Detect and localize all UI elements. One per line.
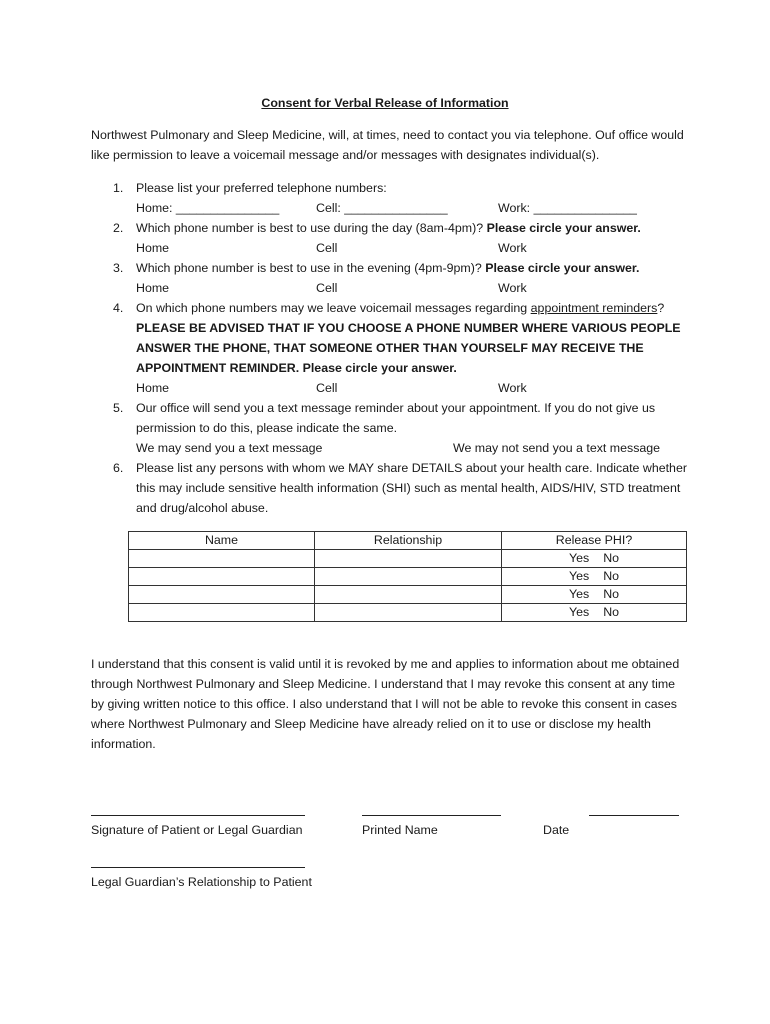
choice-home[interactable]: Home <box>136 281 170 295</box>
question-number: 5. <box>113 401 124 415</box>
name-cell[interactable] <box>129 568 315 586</box>
release-cell <box>502 568 687 586</box>
release-cell <box>502 586 687 604</box>
phone-choices <box>136 238 691 258</box>
relationship-cell[interactable] <box>315 550 502 568</box>
release-cell <box>502 550 687 568</box>
choice-home[interactable]: Home <box>136 241 170 255</box>
table-row <box>129 586 687 604</box>
table-header-row <box>129 532 687 550</box>
yes-option[interactable]: Yes <box>568 587 590 601</box>
phone-fields <box>136 198 691 218</box>
choice-work[interactable]: Work <box>498 241 527 255</box>
no-option[interactable]: No <box>603 605 620 619</box>
home-phone-field[interactable]: Home: _______________ <box>136 201 280 215</box>
question-text: Which phone number is best to use during the day (8am-4pm)? Please circle your answer. <box>136 221 641 235</box>
consent-statement: I understand that this consent is valid until it is revoked by me and applies to information about me obtained through Northwest Pulmonary and Sleep Medicine. I understand that I may revoke this consent at any time by giving written notice to this office. I also understand that I will not be able to revoke this consent in cases where Northwest Pulmonary and Sleep Medicine have already relied on it to use or disclose my health information. <box>91 657 680 751</box>
guardian-relationship-label: Legal Guardian’s Relationship to Patient <box>91 875 312 889</box>
question-6 <box>91 458 691 518</box>
choice-cell[interactable]: Cell <box>316 381 338 395</box>
name-cell[interactable] <box>129 550 315 568</box>
table-row <box>129 604 687 622</box>
circle-instruction: Please circle your answer. <box>486 221 641 235</box>
no-option[interactable]: No <box>603 569 620 583</box>
name-cell[interactable] <box>129 586 315 604</box>
question-1 <box>91 178 691 218</box>
phone-choices <box>136 278 691 298</box>
signature-label: Signature of Patient or Legal Guardian <box>91 823 303 837</box>
choice-may-not-send[interactable]: We may not send you a text message <box>453 441 661 455</box>
choice-work[interactable]: Work <box>498 281 527 295</box>
warning-text: PLEASE BE ADVISED THAT IF YOU CHOOSE A PHONE NUMBER WHERE VARIOUS PEOPLE ANSWER THE PHONE, THAT SOMEONE OTHER THAN YOURSELF MAY RECEIVE THE APPOINTMENT REMINDER. Please circle your answer. <box>136 321 681 375</box>
release-cell <box>502 604 687 622</box>
printed-name-line[interactable] <box>362 815 501 816</box>
question-2 <box>91 218 691 258</box>
appointment-reminders-text: appointment reminders <box>530 301 658 315</box>
no-option[interactable]: No <box>603 587 620 601</box>
question-number: 2. <box>113 221 124 235</box>
signature-line[interactable] <box>91 815 305 816</box>
guardian-relationship-line[interactable] <box>91 867 305 868</box>
no-option[interactable]: No <box>603 551 620 565</box>
choice-cell[interactable]: Cell <box>316 241 338 255</box>
yes-option[interactable]: Yes <box>568 551 590 565</box>
work-phone-field[interactable]: Work: _______________ <box>498 201 637 215</box>
question-text: Please list any persons with whom we MAY share DETAILS about your health care. Indicate whether this may include sensitive health information (SHI) such as mental health, AIDS/HIV, STD treatment and drug/alcohol abuse. <box>136 461 687 515</box>
phone-choices <box>136 378 691 398</box>
cell-phone-field[interactable]: Cell: _______________ <box>316 201 448 215</box>
question-number: 3. <box>113 261 124 275</box>
date-label: Date <box>543 823 570 837</box>
table-row <box>129 568 687 586</box>
question-3 <box>91 258 691 298</box>
yes-option[interactable]: Yes <box>568 605 590 619</box>
question-5 <box>91 398 691 458</box>
text-message-choices <box>136 438 691 458</box>
question-number: 1. <box>113 181 124 195</box>
column-header-relationship: Relationship <box>315 532 502 550</box>
question-list <box>91 178 691 518</box>
question-number: 6. <box>113 461 124 475</box>
table-row <box>129 550 687 568</box>
date-line[interactable] <box>589 815 679 816</box>
printed-name-label: Printed Name <box>362 823 438 837</box>
column-header-release-phi: Release PHI? <box>502 532 687 550</box>
intro-paragraph: Northwest Pulmonary and Sleep Medicine, will, at times, need to contact you via telephone. Ouf office would like permission to leave a voicemail message and/or messages with designates individual(s). <box>91 128 684 162</box>
relationship-cell[interactable] <box>315 586 502 604</box>
question-number: 4. <box>113 301 124 315</box>
relationship-cell[interactable] <box>315 568 502 586</box>
relationship-cell[interactable] <box>315 604 502 622</box>
question-text: Please list your preferred telephone numbers: <box>136 181 387 195</box>
document-title: Consent for Verbal Release of Information <box>261 96 509 110</box>
choice-may-send[interactable]: We may send you a text message <box>136 441 323 455</box>
question-text: On which phone numbers may we leave voicemail messages regarding appointment reminders? <box>136 301 665 315</box>
question-text: Our office will send you a text message reminder about your appointment. If you do not give us permission to do this, please indicate the same. <box>136 401 656 435</box>
choice-cell[interactable]: Cell <box>316 281 338 295</box>
yes-option[interactable]: Yes <box>568 569 590 583</box>
question-text: Which phone number is best to use in the evening (4pm-9pm)? Please circle your answer. <box>136 261 640 275</box>
column-header-name: Name <box>129 532 315 550</box>
choice-work[interactable]: Work <box>498 381 527 395</box>
phi-release-table <box>128 531 687 622</box>
question-4 <box>91 298 691 398</box>
name-cell[interactable] <box>129 604 315 622</box>
circle-instruction: Please circle your answer. <box>485 261 640 275</box>
choice-home[interactable]: Home <box>136 381 170 395</box>
